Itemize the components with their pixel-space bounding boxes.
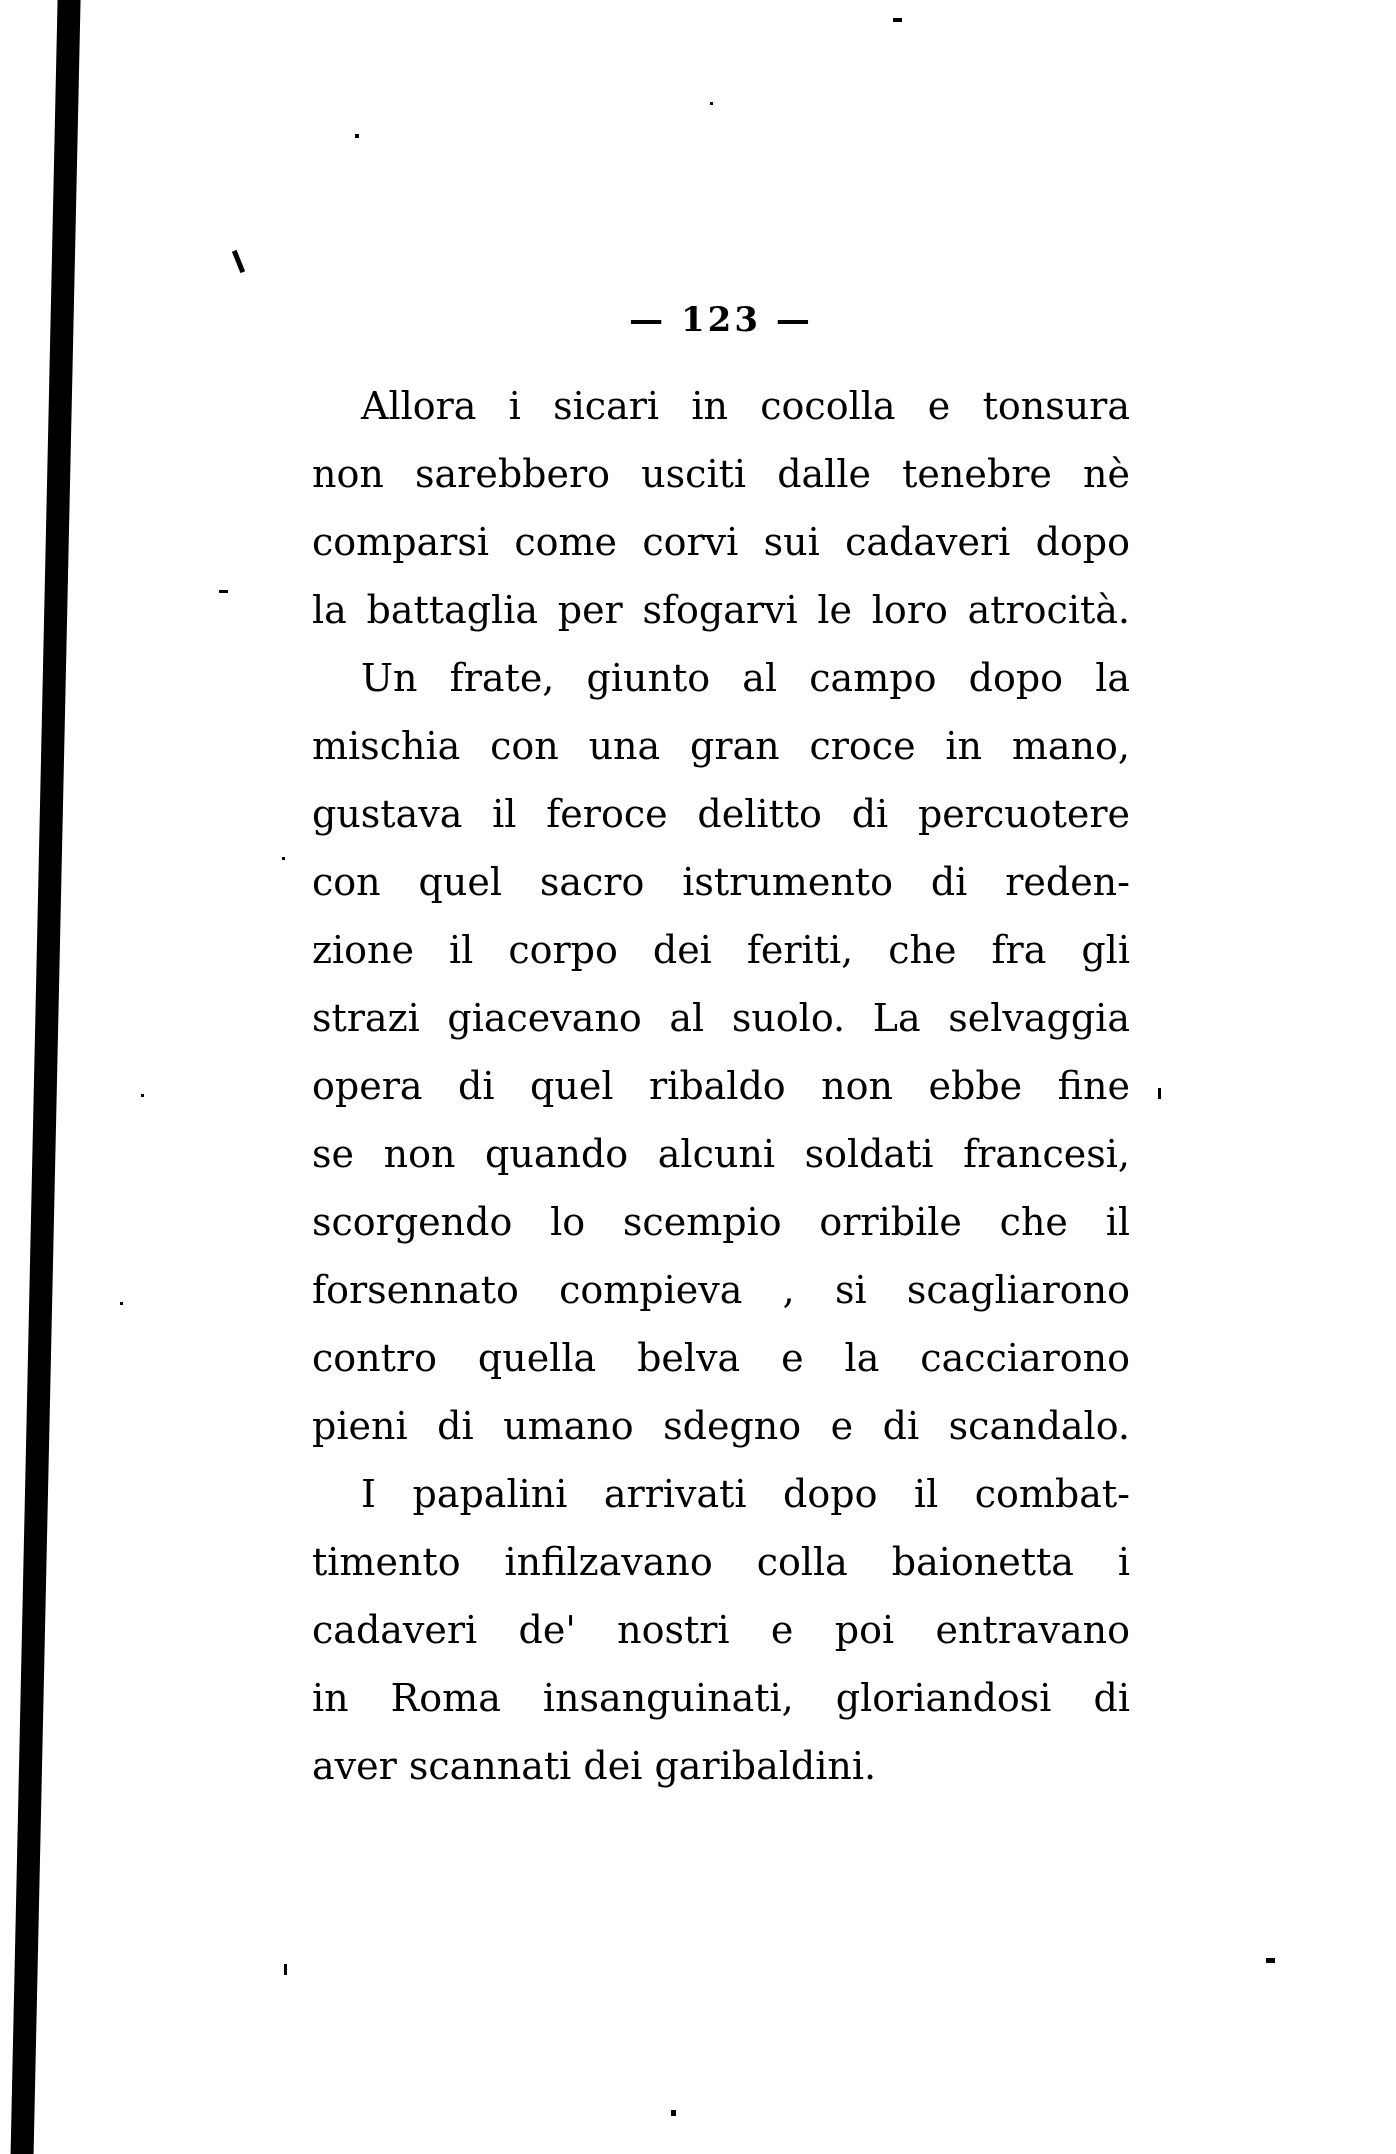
ink-speck <box>1158 1088 1161 1099</box>
text-line: se non quando alcuni soldati francesi, <box>312 1132 1130 1176</box>
text-line: con quel sacro istrumento di reden- <box>312 860 1130 904</box>
text-line: Allora i sicari in cocolla e tonsura <box>361 384 1130 428</box>
ink-speck <box>710 102 713 105</box>
ink-speck <box>284 1964 287 1975</box>
text-line: la battaglia per sfogarvi le loro atrocità. <box>312 588 1130 632</box>
body-text <box>312 372 1130 1800</box>
ink-speck <box>671 2110 676 2116</box>
text-line: cadaveri de' nostri e poi entravano <box>312 1608 1130 1652</box>
page-number: — 123 — <box>629 300 813 340</box>
ink-speck <box>219 590 228 593</box>
text-line: aver scannati dei garibaldini. <box>312 1744 877 1788</box>
ink-speck <box>1266 1958 1275 1963</box>
text-line: scorgendo lo scempio orribile che il <box>312 1200 1130 1244</box>
text-line: timento infilzavano colla baionetta i <box>312 1540 1130 1584</box>
ink-speck <box>355 134 359 138</box>
text-line: zione il corpo dei feriti, che fra gli <box>312 928 1130 972</box>
text-line: pieni di umano sdegno e di scandalo. <box>312 1404 1130 1448</box>
text-line: strazi giacevano al suolo. La selvaggia <box>312 996 1130 1040</box>
text-line: Un frate, giunto al campo dopo la <box>361 656 1130 700</box>
text-line: gustava il feroce delitto di percuotere <box>312 792 1130 836</box>
text-line: in Roma insanguinati, gloriandosi di <box>312 1676 1130 1720</box>
text-line: mischia con una gran croce in mano, <box>312 724 1130 768</box>
text-line: comparsi come corvi sui cadaveri dopo <box>312 520 1130 564</box>
ink-speck <box>232 250 245 273</box>
text-line: non sarebbero usciti dalle tenebre nè <box>312 452 1130 496</box>
ink-speck <box>120 1302 123 1305</box>
ink-speck <box>141 1094 144 1097</box>
text-line: opera di quel ribaldo non ebbe fine <box>312 1064 1130 1108</box>
text-line: forsennato compieva , si scagliarono <box>312 1268 1130 1312</box>
text-line: contro quella belva e la cacciarono <box>312 1336 1130 1380</box>
scan-binding-bar <box>10 0 81 2154</box>
ink-speck <box>282 857 285 860</box>
ink-speck <box>893 18 902 22</box>
text-line: I papalini arrivati dopo il combat- <box>361 1472 1130 1516</box>
